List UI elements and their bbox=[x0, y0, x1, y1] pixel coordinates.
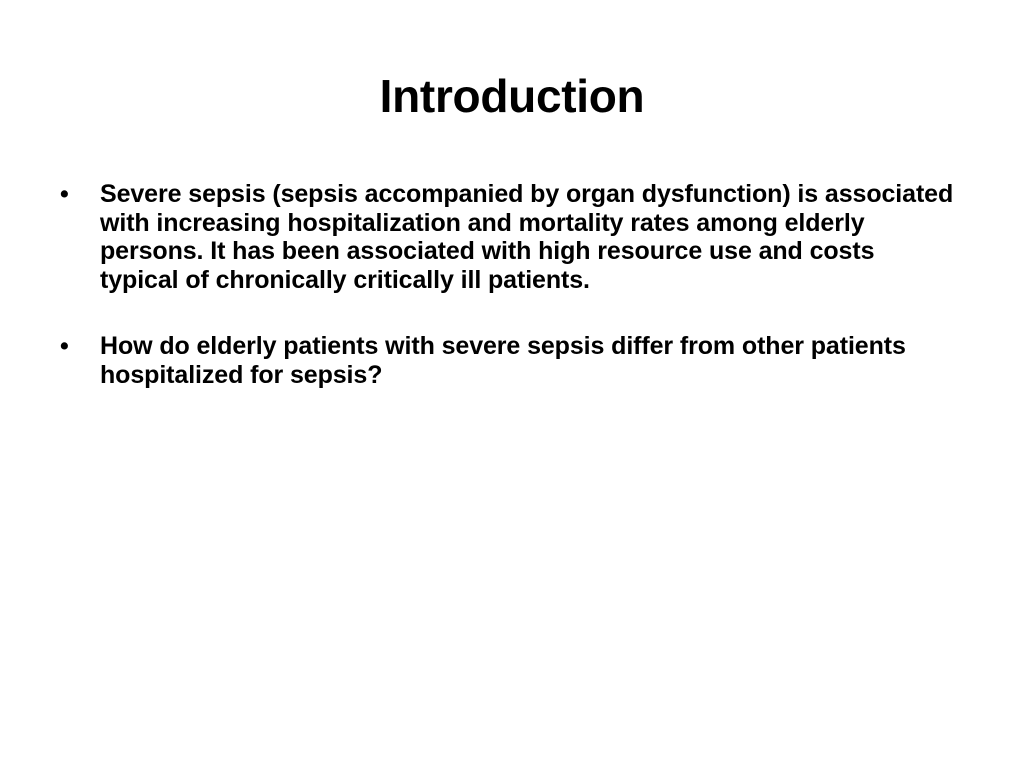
slide-title: Introduction bbox=[379, 70, 645, 122]
bullet-list bbox=[56, 180, 956, 427]
bullet-marker: • bbox=[60, 180, 69, 208]
bullet-marker: • bbox=[60, 332, 69, 360]
bullet-text: How do elderly patients with severe sepsis differ from other patients hospitalized for sepsis? bbox=[100, 332, 906, 389]
bullet-text: Severe sepsis (sepsis accompanied by organ dysfunction) is associated with increasing hospitalization and mortality rates among elderly persons. It has been associated with high resource use and costs typical of chronically critically ill patients. bbox=[100, 180, 954, 294]
bullet-item bbox=[56, 332, 956, 389]
bullet-item bbox=[56, 180, 956, 294]
